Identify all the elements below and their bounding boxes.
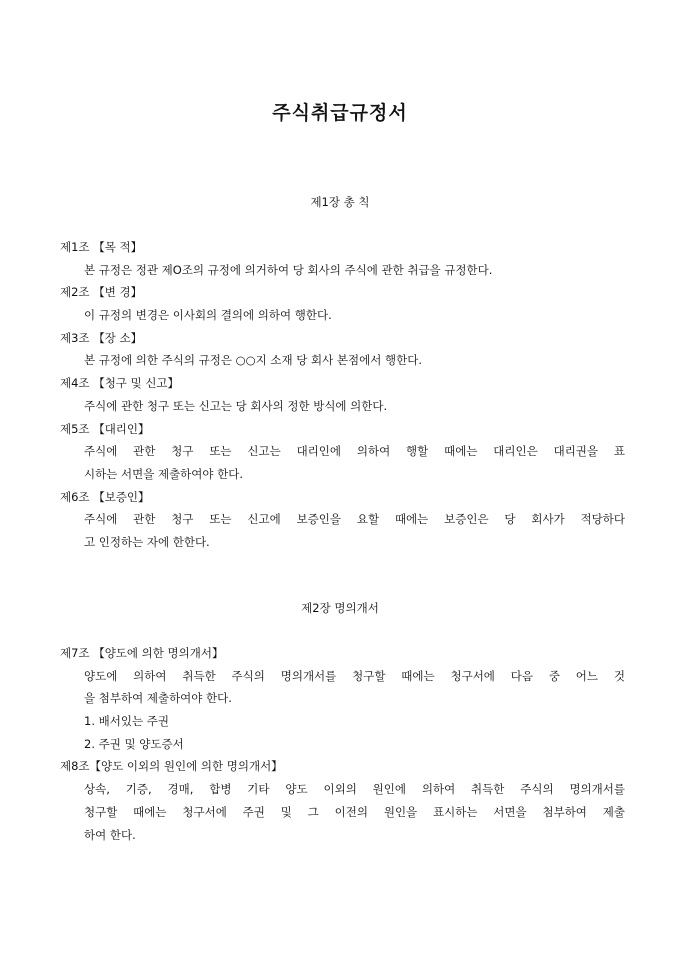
article-1-text: 본 규정은 정관 제O조의 규정에 의거하여 당 회사의 주식에 관한 취급을 규정한다. [84, 262, 493, 277]
article-7-item-1: 1. 배서있는 주권 [84, 714, 169, 729]
article-6-text-line-1: 주식에 관한 청구 또는 신고에 보증인을 요할 때에는 보증인은 당 회사가 적당하다 [84, 512, 625, 527]
article-5-text-line-1: 주식에 관한 청구 또는 신고는 대리인에 의하여 행할 때에는 대리인은 대리권을 표 [84, 444, 625, 459]
document-title: 주식취급규정서 [272, 102, 408, 124]
chapter-2-heading: 제2장 명의개서 [301, 601, 379, 615]
article-8-text-line-3: 하여 한다. [84, 827, 136, 842]
article-3-head: 제3조 【장 소】 [60, 330, 143, 345]
article-5-head: 제5조 【대리인】 [60, 421, 150, 436]
article-2-head: 제2조 【변 경】 [60, 285, 143, 300]
article-7-text-line-2: 을 첨부하여 제출하여야 한다. [84, 691, 232, 706]
chapter-1-articles [60, 236, 625, 554]
article-5-text-line-2: 시하는 서면을 제출하여야 한다. [84, 466, 244, 481]
article-2-text: 이 규정의 변경은 이사회의 결의에 의하여 행한다. [84, 308, 332, 323]
article-7-text-line-1: 양도에 의하여 취득한 주식의 명의개서를 청구할 때에는 청구서에 다음 중 어느 것 [84, 668, 625, 683]
article-4-text: 주식에 관한 청구 또는 신고는 당 회사의 정한 방식에 의한다. [84, 398, 388, 413]
article-6-head: 제6조 【보증인】 [60, 489, 150, 504]
chapter-1-heading: 제1장 총 칙 [310, 195, 370, 209]
chapter-2-articles [60, 642, 625, 846]
article-6-text-line-2: 고 인정하는 자에 한한다. [84, 534, 210, 549]
article-8-text-line-2: 청구할 때에는 청구서에 주권 및 그 이전의 원인을 표시하는 서면을 첨부하여 제출 [84, 804, 625, 819]
article-4-head: 제4조 【청구 및 신고】 [60, 376, 180, 391]
article-7-head: 제7조 【양도에 의한 명의개서】 [60, 646, 224, 660]
article-3-text: 본 규정에 의한 주식의 규정은 ○○지 소재 당 회사 본점에서 행한다. [84, 353, 423, 368]
article-8-text-line-1: 상속, 기증, 경매, 합병 기타 양도 이외의 원인에 의하여 취득한 주식의 명의개서를 [84, 782, 625, 797]
article-1-head: 제1조 【목 적】 [60, 240, 143, 254]
article-7-item-2: 2. 주권 및 양도증서 [84, 736, 184, 751]
article-8-head: 제8조【양도 이외의 원인에 의한 명의개서】 [60, 759, 283, 774]
